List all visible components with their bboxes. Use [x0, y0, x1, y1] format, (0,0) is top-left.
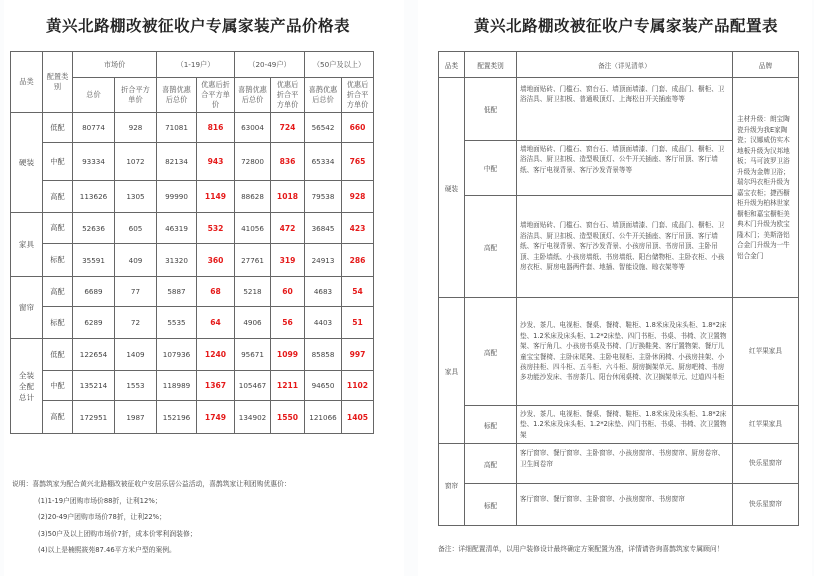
- config-row: [439, 444, 799, 484]
- price-market-unit: 1072: [115, 143, 157, 181]
- config-brand: 快乐星窗帘: [733, 484, 799, 526]
- price-tier3-unit: 765: [342, 143, 374, 181]
- config-brand: 红苹果家具: [733, 298, 799, 406]
- price-tier1-unit: 360: [197, 244, 235, 277]
- price-tier3-unit: 928: [342, 181, 374, 213]
- price-market-total: 52636: [73, 213, 115, 244]
- config-header-notes: 备注（详见清单）: [517, 52, 733, 78]
- price-tier1-total: 99990: [157, 181, 197, 213]
- header-tier1-total: 喜鹊优惠后总价: [157, 78, 197, 113]
- price-tier3-unit: 1102: [342, 371, 374, 401]
- price-tier2-total: 5218: [235, 277, 271, 307]
- price-tier1-total: 82134: [157, 143, 197, 181]
- price-config: 高配: [43, 213, 73, 244]
- price-tier1-unit: 1149: [197, 181, 235, 213]
- config-notes: 墙地面贴砖、门槛石、窗台石、墙顶面墙漆、门套、成品门、橱柜、卫浴洁具、厨卫扣板、普通吸顶灯、上海松日开关插座等等: [517, 78, 733, 141]
- explanation-item: (3)50户及以上团购市场价7折，成本价零利润装修；: [38, 529, 197, 538]
- price-tier1-unit: 943: [197, 143, 235, 181]
- config-notes: 客厅窗帘、餐厅窗帘、主卧窗帘、小孩房窗帘、书房窗帘、厨房卷帘、卫生间卷帘: [517, 444, 733, 484]
- price-market-unit: 1987: [115, 401, 157, 434]
- config-category: 硬装: [439, 78, 465, 298]
- price-tier2-total: 4906: [235, 307, 271, 339]
- price-row: [11, 113, 374, 143]
- price-tier2-total: 63004: [235, 113, 271, 143]
- config-notes: 沙发、茶几、电视柜、餐桌、餐椅、鞋柜、1.8米床及床头柜、1.8*2床垫、1.2米床及床头柜、1.2*2床垫、四门书柜、书桌、书椅、次卫置物架、客厅角几、小孩房书桌及书椅、门厅换鞋凳、客厅置物架、餐厅儿童宝宝餐椅、主卧床尾凳、主卧电视柜、主卧休闲椅、小孩房挂架、小孩房挂柜、四斗柜、五斗柜、六斗柜、厨房搁架单元、厨房吧椅、书房多功能沙发床、书房茶几、阳台休闲桌椅、次卫搁架单元、过道四斗柜: [517, 298, 733, 406]
- price-tier1-unit: 1240: [197, 339, 235, 371]
- header-tier3-total: 喜鹊优惠后总价: [305, 78, 342, 113]
- price-tier3-total: 56542: [305, 113, 342, 143]
- price-tier1-unit: 64: [197, 307, 235, 339]
- price-tier3-unit: 286: [342, 244, 374, 277]
- config-level: 中配: [465, 141, 517, 196]
- price-row: [11, 339, 374, 371]
- price-config: 标配: [43, 307, 73, 339]
- config-level: 高配: [465, 196, 517, 298]
- price-category: 硬装: [11, 113, 43, 213]
- price-tier1-total: 46319: [157, 213, 197, 244]
- price-tier1-unit: 1367: [197, 371, 235, 401]
- price-table: [10, 51, 374, 434]
- price-tier2-unit: 56: [271, 307, 305, 339]
- price-tier1-unit: 1749: [197, 401, 235, 434]
- header-tier2-unit: 优惠后折合平方单价: [271, 78, 305, 113]
- header-unit: 折合平方单价: [115, 78, 157, 113]
- price-row: [11, 244, 374, 277]
- price-market-unit: 77: [115, 277, 157, 307]
- config-brand: 主材升级：朗宝陶瓷升级为我E家陶瓷；汉娜威仿实木地板升级为汉邦地板；马可波罗卫浴升级为金牌卫浴；瑞尔玛衣柜升级为嘉宝衣柜；捷西橱柜升级为柏林世家橱柜和嘉宝橱柜美典木门升级为欧宝隆木门；美斯洛铝合金门升级为一牛铝合金门: [733, 78, 799, 298]
- explanation-item: (4)以上是楠熙筱苑87.46平方米户型的案例。: [38, 546, 176, 554]
- price-tier2-total: 72800: [235, 143, 271, 181]
- price-tier2-total: 105467: [235, 371, 271, 401]
- config-header-category: 品类: [439, 52, 465, 78]
- price-market-total: 35591: [73, 244, 115, 277]
- price-tier3-unit: 54: [342, 277, 374, 307]
- price-tier3-total: 24913: [305, 244, 342, 277]
- header-market: 市场价: [73, 52, 157, 78]
- price-market-total: 93334: [73, 143, 115, 181]
- header-tier3-unit: 优惠后折合平方单价: [342, 78, 374, 113]
- config-notes: 墙地面贴砖、门槛石、窗台石、墙顶面墙漆、门套、成品门、橱柜、卫浴洁具、厨卫扣板、造型吸顶灯、公牛开关插座、客厅吊顶、客厅墙纸、客厅电视背景、客厅沙发背景等等: [517, 141, 733, 196]
- header-tier2: （20-49户）: [235, 52, 305, 78]
- price-market-unit: 1553: [115, 371, 157, 401]
- price-category: 家具: [11, 213, 43, 277]
- price-row: [11, 401, 374, 434]
- price-market-total: 172951: [73, 401, 115, 434]
- price-config: 中配: [43, 371, 73, 401]
- price-tier1-total: 5887: [157, 277, 197, 307]
- price-row: [11, 371, 374, 401]
- price-market-unit: 1305: [115, 181, 157, 213]
- price-tier3-unit: 423: [342, 213, 374, 244]
- price-tier2-unit: 836: [271, 143, 305, 181]
- header-row-1: [11, 52, 374, 78]
- price-tier2-unit: 724: [271, 113, 305, 143]
- config-table: [438, 51, 799, 526]
- price-market-total: 6289: [73, 307, 115, 339]
- header-total: 总价: [73, 78, 115, 113]
- config-level: 标配: [465, 484, 517, 526]
- price-tier3-total: 36845: [305, 213, 342, 244]
- config-level: 高配: [465, 298, 517, 406]
- price-tier1-total: 71081: [157, 113, 197, 143]
- config-header-config: 配置类别: [465, 52, 517, 78]
- price-market-unit: 409: [115, 244, 157, 277]
- explanation: [12, 476, 291, 559]
- price-config: 中配: [43, 143, 73, 181]
- price-tier2-unit: 1550: [271, 401, 305, 434]
- price-category: 窗帘: [11, 277, 43, 339]
- price-tier2-unit: 1211: [271, 371, 305, 401]
- header-tier3: （50户及以上）: [305, 52, 374, 78]
- price-tier2-unit: 1018: [271, 181, 305, 213]
- price-tier3-total: 65334: [305, 143, 342, 181]
- price-config: 高配: [43, 401, 73, 434]
- price-tier1-total: 31320: [157, 244, 197, 277]
- config-header-brand: 品牌: [733, 52, 799, 78]
- price-tier3-unit: 1405: [342, 401, 374, 434]
- explanation-item: (1)1-19户团购市场价88折，让利12%；: [38, 496, 162, 505]
- config-level: 低配: [465, 78, 517, 141]
- price-tier1-total: 118989: [157, 371, 197, 401]
- explanation-intro: 说明：喜鹊筑家为配合黄兴北路棚改被征收户安居乐居公益活动，喜鹊筑家让利团购优惠价：: [12, 480, 291, 488]
- price-market-unit: 1409: [115, 339, 157, 371]
- config-brand: 红苹果家具: [733, 406, 799, 444]
- explanation-item: (2)20-49户团购市场价78折，让利22%；: [38, 513, 166, 521]
- price-config: 低配: [43, 339, 73, 371]
- config-header-row: [439, 52, 799, 78]
- price-tier3-total: 4403: [305, 307, 342, 339]
- header-tier1: （1-19户）: [157, 52, 235, 78]
- price-tier2-total: 27761: [235, 244, 271, 277]
- config-table-title: 黄兴北路棚改被征收户专属家装产品配置表: [474, 17, 779, 35]
- price-tier2-total: 134902: [235, 401, 271, 434]
- price-tier1-total: 152196: [157, 401, 197, 434]
- price-tier1-unit: 532: [197, 213, 235, 244]
- price-config: 低配: [43, 113, 73, 143]
- price-market-total: 80774: [73, 113, 115, 143]
- config-notes: 客厅窗帘、餐厅窗帘、主卧窗帘、小孩房窗帘、书房窗帘: [517, 484, 733, 526]
- price-tier2-unit: 319: [271, 244, 305, 277]
- price-tier2-total: 88628: [235, 181, 271, 213]
- price-row: [11, 143, 374, 181]
- config-remark: 备注：详细配置清单，以用户装修设计最终确定方案配置为准，详情请咨询喜鹊筑家专属顾问！: [438, 545, 724, 553]
- config-notes: 沙发、茶几、电视柜、餐桌、餐椅、鞋柜、1.8米床及床头柜、1.8*2床垫、1.2米床及床头柜、1.2*2床垫、四门书柜、书桌、书椅、次卫置物架: [517, 406, 733, 444]
- price-market-total: 122654: [73, 339, 115, 371]
- config-notes: 墙地面贴砖、门槛石、窗台石、墙顶面墙漆、门套、成品门、橱柜、卫浴洁具、厨卫扣板、造型吸顶灯、公牛开关插座、客厅吊顶、客厅墙纸、客厅电视背景、客厅沙发背景、小孩房吊顶、书房吊顶、主卧吊顶、主卧墙纸、小孩房墙纸、书房墙纸、阳台储物柜、主卧衣柜、小孩房衣柜、厨房电器两件套、地插、智能设施、晾衣架等等: [517, 196, 733, 298]
- price-tier2-total: 41056: [235, 213, 271, 244]
- config-category: 家具: [439, 298, 465, 444]
- price-tier3-total: 121066: [305, 401, 342, 434]
- config-level: 高配: [465, 444, 517, 484]
- price-table-panel: [4, 0, 404, 576]
- price-category: 全装全配总计: [11, 339, 43, 434]
- price-tier3-total: 4683: [305, 277, 342, 307]
- config-category: 窗帘: [439, 444, 465, 526]
- price-market-unit: 928: [115, 113, 157, 143]
- config-brand: 快乐星窗帘: [733, 444, 799, 484]
- price-tier1-total: 107936: [157, 339, 197, 371]
- price-row: [11, 307, 374, 339]
- header-tier1-unit: 优惠后折合平方单价: [197, 78, 235, 113]
- header-config: 配置类别: [43, 52, 73, 113]
- price-row: [11, 181, 374, 213]
- config-level: 标配: [465, 406, 517, 444]
- price-row: [11, 277, 374, 307]
- config-row: [439, 406, 799, 444]
- price-tier3-unit: 51: [342, 307, 374, 339]
- price-tier1-unit: 816: [197, 113, 235, 143]
- config-row: [439, 78, 799, 141]
- price-config: 高配: [43, 181, 73, 213]
- price-config: 高配: [43, 277, 73, 307]
- price-table-body: [11, 113, 374, 434]
- price-market-total: 135214: [73, 371, 115, 401]
- price-tier3-total: 85858: [305, 339, 342, 371]
- price-tier2-total: 95671: [235, 339, 271, 371]
- price-table-title: 黄兴北路棚改被征收户专属家装产品价格表: [46, 17, 351, 35]
- price-market-total: 6689: [73, 277, 115, 307]
- price-market-total: 113626: [73, 181, 115, 213]
- price-market-unit: 605: [115, 213, 157, 244]
- price-tier3-unit: 997: [342, 339, 374, 371]
- price-tier1-total: 5535: [157, 307, 197, 339]
- price-tier2-unit: 60: [271, 277, 305, 307]
- header-tier2-total: 喜鹊优惠后总价: [235, 78, 271, 113]
- price-tier2-unit: 472: [271, 213, 305, 244]
- price-tier3-unit: 660: [342, 113, 374, 143]
- price-tier3-total: 79538: [305, 181, 342, 213]
- price-tier1-unit: 68: [197, 277, 235, 307]
- price-tier3-total: 94650: [305, 371, 342, 401]
- price-config: 标配: [43, 244, 73, 277]
- config-row: [439, 298, 799, 406]
- config-table-panel: [418, 0, 812, 576]
- header-category: 品类: [11, 52, 43, 113]
- price-market-unit: 72: [115, 307, 157, 339]
- config-row: [439, 484, 799, 526]
- price-row: [11, 213, 374, 244]
- price-tier2-unit: 1099: [271, 339, 305, 371]
